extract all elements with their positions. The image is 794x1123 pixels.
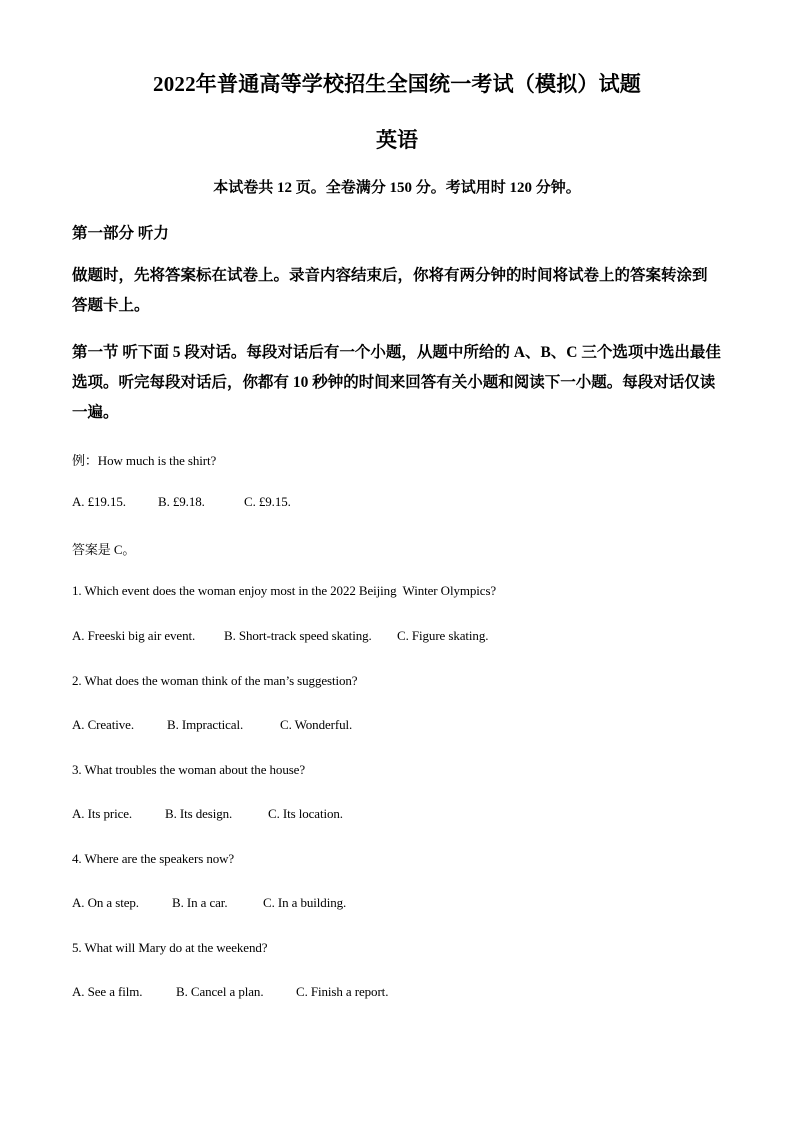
example-options — [72, 494, 291, 510]
exam-title: 2022年普通高等学校招生全国统一考试（模拟）试题 — [153, 72, 641, 96]
question-5: 5. What will Mary do at the weekend? — [72, 940, 268, 955]
section-instructions: 第一节 听下面 5 段对话。每段对话后有一个小题，从题中所给的 A、B、C 三个选项中选出最佳选项。听完每段对话后，你都有 10 秒钟的时间来回答有关小题和阅读下一小题。每段对话仅读一遍。 — [72, 344, 721, 421]
example-option-c: C. £9.15. — [244, 494, 291, 509]
question-2: 2. What does the woman think of the man’s suggestion? — [72, 673, 358, 688]
q5-option-c: C. Finish a report. — [296, 984, 389, 999]
q4-option-b: B. In a car. — [172, 895, 228, 910]
question-3-options — [72, 806, 343, 822]
listening-instructions: 做题时，先将答案标在试卷上。录音内容结束后，你将有两分钟的时间将试卷上的答案转涂到答题卡上。 — [72, 267, 708, 314]
q1-option-a: A. Freeski big air event. — [72, 628, 196, 643]
q3-option-c: C. Its location. — [268, 806, 343, 821]
exam-meta: 本试卷共 12 页。全卷满分 150 分。考试用时 120 分钟。 — [213, 180, 581, 196]
question-3: 3. What troubles the woman about the house? — [72, 762, 306, 777]
example-answer: 答案是 C。 — [72, 542, 136, 557]
example-option-a: A. £19.15. — [72, 494, 126, 509]
q5-option-a: A. See a film. — [72, 984, 143, 999]
q4-option-c: C. In a building. — [263, 895, 347, 910]
question-4-options — [72, 895, 346, 911]
question-2-options — [72, 717, 352, 733]
q3-option-b: B. Its design. — [165, 806, 233, 821]
q2-option-a: A. Creative. — [72, 717, 134, 732]
part-heading: 第一部分 听力 — [72, 225, 169, 242]
question-4: 4. Where are the speakers now? — [72, 851, 235, 866]
q1-option-b: B. Short-track speed skating. — [224, 628, 372, 643]
question-1-options — [72, 628, 488, 644]
q4-option-a: A. On a step. — [72, 895, 139, 910]
q2-option-c: C. Wonderful. — [280, 717, 353, 732]
question-1: 1. Which event does the woman enjoy most in the 2022 Beijing Winter Olympics? — [72, 583, 497, 598]
subject-title: 英语 — [376, 128, 418, 152]
q2-option-b: B. Impractical. — [167, 717, 244, 732]
q5-option-b: B. Cancel a plan. — [176, 984, 264, 999]
q3-option-a: A. Its price. — [72, 806, 133, 821]
example-option-b: B. £9.18. — [158, 494, 205, 509]
question-5-options — [72, 984, 388, 1000]
q1-option-c: C. Figure skating. — [397, 628, 489, 643]
example-question: 例：How much is the shirt? — [72, 453, 217, 468]
